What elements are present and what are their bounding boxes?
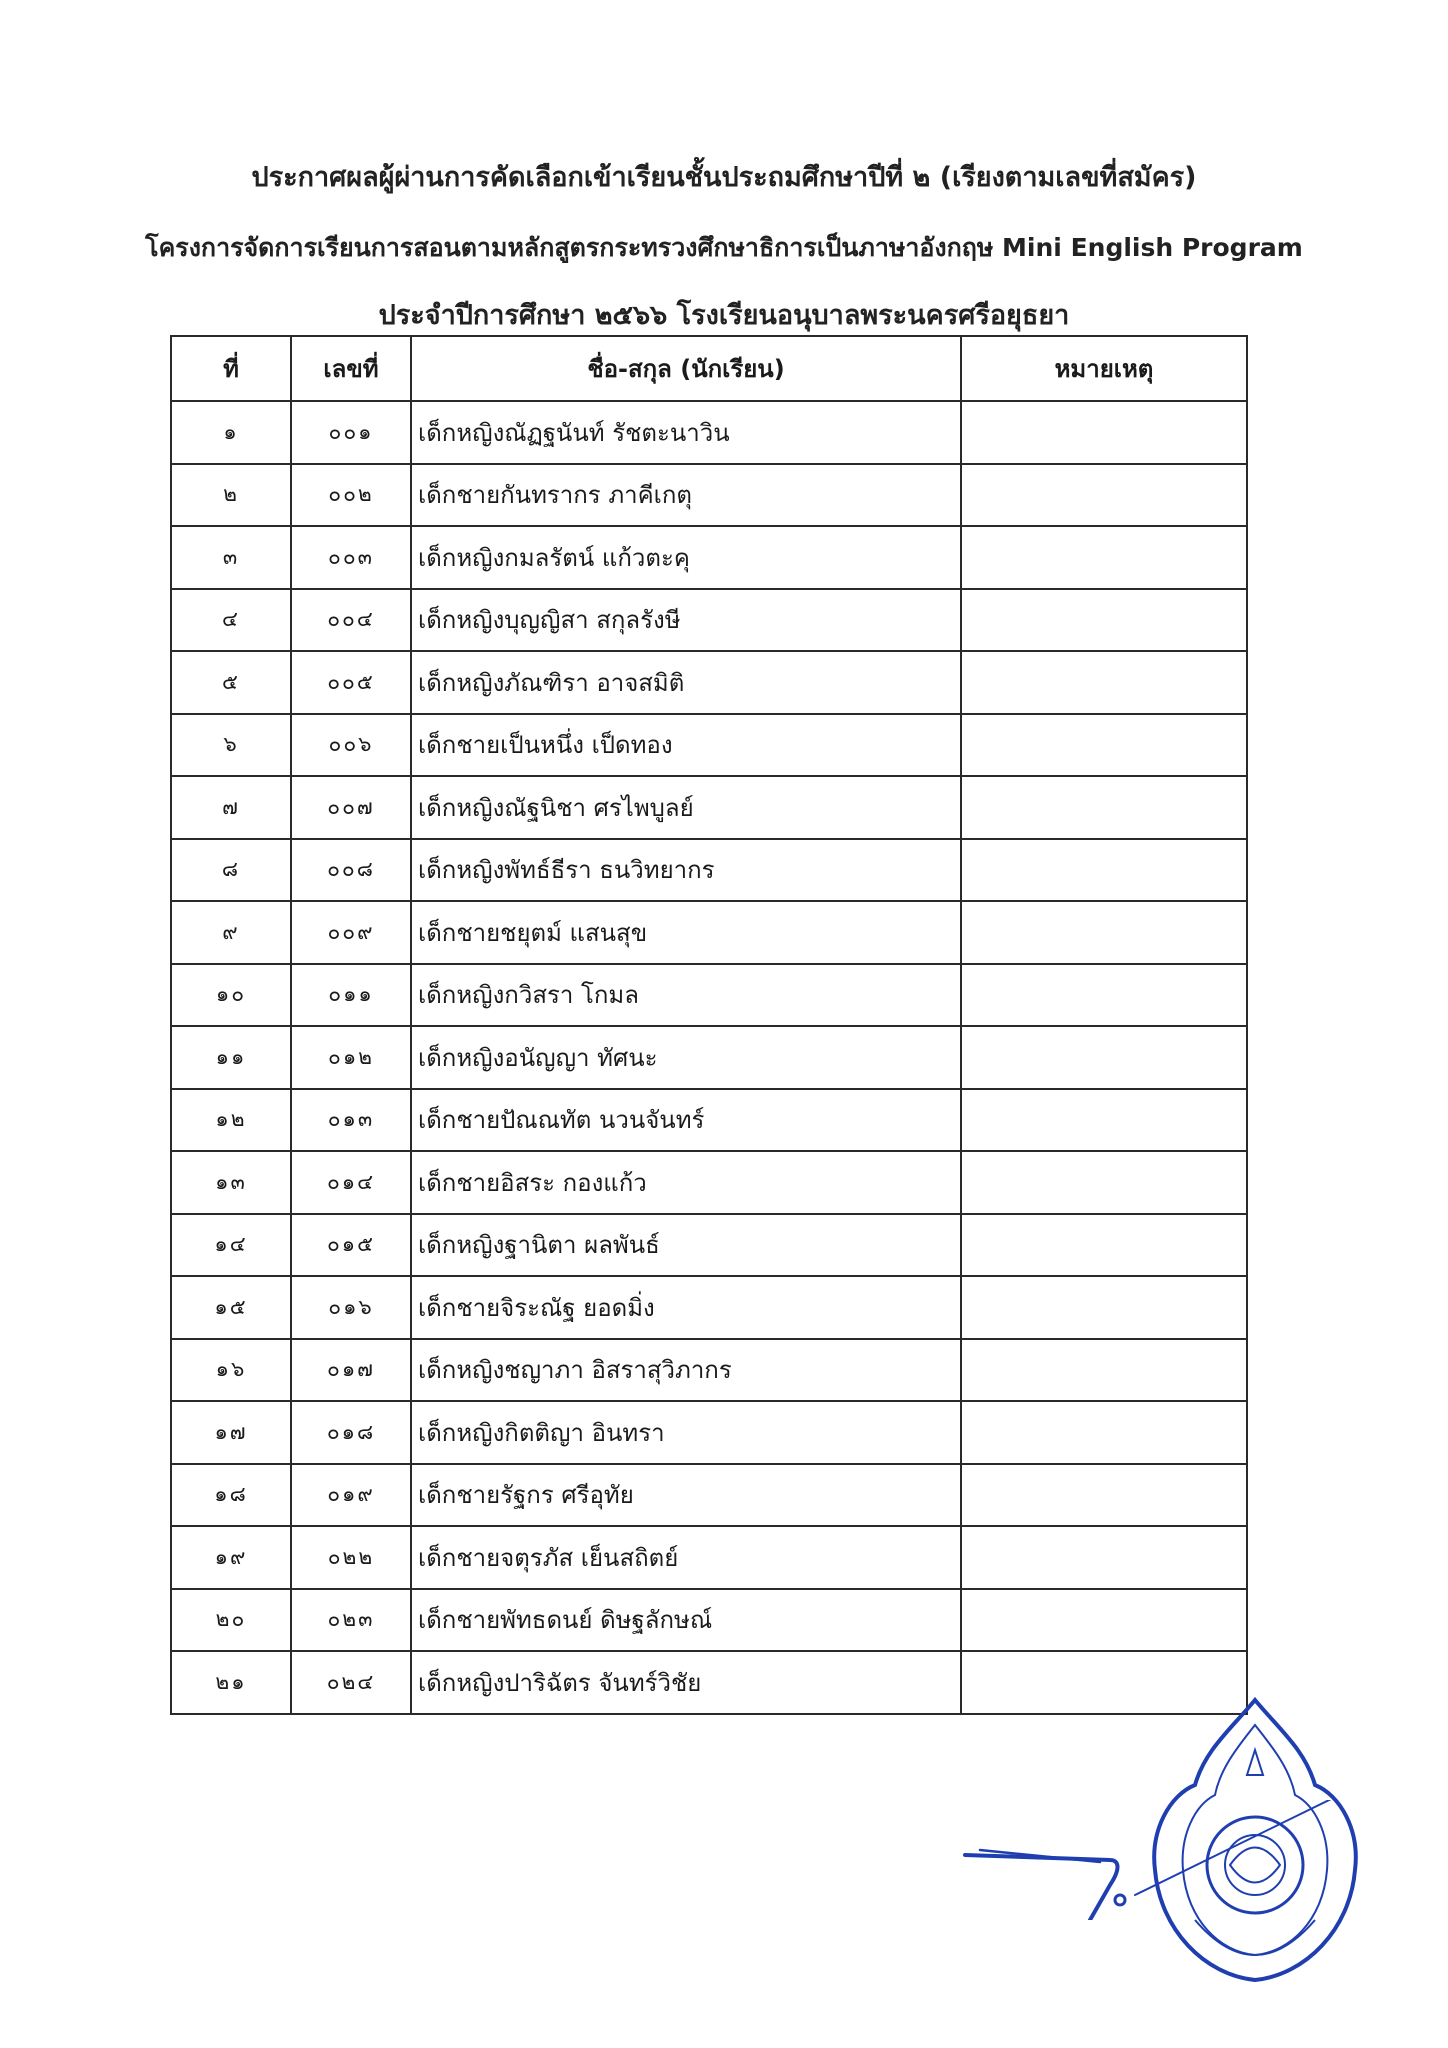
table-row	[171, 901, 1247, 964]
table-row	[171, 1464, 1247, 1527]
row-remarks	[961, 1151, 1247, 1214]
row-application-id: ๐๐๔	[291, 589, 411, 652]
table-row	[171, 401, 1247, 464]
row-number: ๕	[171, 651, 291, 714]
row-number: ๑๘	[171, 1464, 291, 1527]
row-student-name: เด็กหญิงณัฐนิชา ศรไพบูลย์	[411, 776, 961, 839]
row-student-name: เด็กชายอิสระ กองแก้ว	[411, 1151, 961, 1214]
row-number: ๒๐	[171, 1589, 291, 1652]
program-title: โครงการจัดการเรียนการสอนตามหลักสูตรกระทรวงศึกษาธิการเป็นภาษาอังกฤษ Mini English Program	[145, 233, 1303, 262]
row-student-name: เด็กชายกันทรากร ภาคีเกตุ	[411, 464, 961, 527]
row-application-id: ๐๑๔	[291, 1151, 411, 1214]
row-application-id: ๐๑๖	[291, 1276, 411, 1339]
row-application-id: ๐๑๘	[291, 1401, 411, 1464]
row-application-id: ๐๑๗	[291, 1339, 411, 1402]
table-row	[171, 776, 1247, 839]
row-number: ๑๑	[171, 1026, 291, 1089]
row-remarks	[961, 1401, 1247, 1464]
row-student-name: เด็กหญิงชญาภา อิสราสุวิภากร	[411, 1339, 961, 1402]
row-remarks	[961, 901, 1247, 964]
row-remarks	[961, 839, 1247, 902]
row-application-id: ๐๑๑	[291, 964, 411, 1027]
row-remarks	[961, 464, 1247, 527]
table-row	[171, 839, 1247, 902]
row-student-name: เด็กหญิงภัณฑิรา อาจสมิติ	[411, 651, 961, 714]
row-remarks	[961, 526, 1247, 589]
row-application-id: ๐๒๔	[291, 1651, 411, 1714]
row-number: ๑๔	[171, 1214, 291, 1277]
row-remarks	[961, 401, 1247, 464]
row-number: ๗	[171, 776, 291, 839]
row-number: ๖	[171, 714, 291, 777]
row-remarks	[961, 1339, 1247, 1402]
row-student-name: เด็กชายจตุรภัส เย็นสถิตย์	[411, 1526, 961, 1589]
row-student-name: เด็กชายชยุตม์ แสนสุข	[411, 901, 961, 964]
row-application-id: ๐๐๖	[291, 714, 411, 777]
results-table	[170, 335, 1248, 1715]
table-row	[171, 964, 1247, 1027]
row-student-name: เด็กชายรัฐกร ศรีอุทัย	[411, 1464, 961, 1527]
row-application-id: ๐๑๓	[291, 1089, 411, 1152]
row-application-id: ๐๑๕	[291, 1214, 411, 1277]
row-remarks	[961, 1464, 1247, 1527]
row-number: ๘	[171, 839, 291, 902]
row-application-id: ๐๐๑	[291, 401, 411, 464]
row-number: ๒	[171, 464, 291, 527]
table-header-row	[171, 336, 1247, 401]
announcement-title: ประกาศผลผู้ผ่านการคัดเลือกเข้าเรียนชั้นประถมศึกษาปีที่ ๒ (เรียงตามเลขที่สมัคร)	[251, 162, 1197, 193]
table-row	[171, 1339, 1247, 1402]
table-row	[171, 1026, 1247, 1089]
row-student-name: เด็กชายปัณณทัต นวนจันทร์	[411, 1089, 961, 1152]
row-student-name: เด็กหญิงฐานิตา ผลพันธ์	[411, 1214, 961, 1277]
table-row	[171, 651, 1247, 714]
table-row	[171, 1651, 1247, 1714]
row-number: ๑๐	[171, 964, 291, 1027]
table-row	[171, 1214, 1247, 1277]
row-number: ๑๒	[171, 1089, 291, 1152]
row-remarks	[961, 1214, 1247, 1277]
row-student-name: เด็กชายจิระณัฐ ยอดมิ่ง	[411, 1276, 961, 1339]
row-application-id: ๐๐๗	[291, 776, 411, 839]
row-remarks	[961, 714, 1247, 777]
row-number: ๓	[171, 526, 291, 589]
row-remarks	[961, 589, 1247, 652]
row-remarks	[961, 776, 1247, 839]
row-number: ๑๕	[171, 1276, 291, 1339]
row-number: ๙	[171, 901, 291, 964]
row-number: ๒๑	[171, 1651, 291, 1714]
row-number: ๑๖	[171, 1339, 291, 1402]
table-row	[171, 1151, 1247, 1214]
row-student-name: เด็กหญิงกมลรัตน์ แก้วตะคุ	[411, 526, 961, 589]
row-student-name: เด็กหญิงพัทธ์ธีรา ธนวิทยากร	[411, 839, 961, 902]
row-number: ๑๗	[171, 1401, 291, 1464]
row-remarks	[961, 1089, 1247, 1152]
school-year-title: ประจำปีการศึกษา ๒๕๖๖ โรงเรียนอนุบาลพระนครศรีอยุธยา	[378, 300, 1070, 331]
header-student-name: ชื่อ-สกุล (นักเรียน)	[411, 336, 961, 401]
row-student-name: เด็กหญิงบุญญิสา สกุลรังษี	[411, 589, 961, 652]
row-student-name: เด็กหญิงณัฏฐนันท์ รัชตะนาวิน	[411, 401, 961, 464]
row-student-name: เด็กหญิงปาริฉัตร จันทร์วิชัย	[411, 1651, 961, 1714]
row-remarks	[961, 1026, 1247, 1089]
row-application-id: ๐๑๒	[291, 1026, 411, 1089]
table-row	[171, 714, 1247, 777]
table-row	[171, 589, 1247, 652]
row-application-id: ๐๐๙	[291, 901, 411, 964]
row-student-name: เด็กหญิงกวิสรา โกมล	[411, 964, 961, 1027]
row-application-id: ๐๐๕	[291, 651, 411, 714]
row-student-name: เด็กหญิงกิตติญา อินทรา	[411, 1401, 961, 1464]
row-number: ๑	[171, 401, 291, 464]
row-remarks	[961, 1589, 1247, 1652]
row-application-id: ๐๐๒	[291, 464, 411, 527]
table-row	[171, 1401, 1247, 1464]
row-application-id: ๐๐๓	[291, 526, 411, 589]
row-number: ๔	[171, 589, 291, 652]
row-student-name: เด็กชายพัทธดนย์ ดิษฐลักษณ์	[411, 1589, 961, 1652]
row-number: ๑๓	[171, 1151, 291, 1214]
header-number: ที่	[171, 336, 291, 401]
row-remarks	[961, 964, 1247, 1027]
row-application-id: ๐๑๙	[291, 1464, 411, 1527]
row-student-name: เด็กหญิงอนัญญา ทัศนะ	[411, 1026, 961, 1089]
signature-mark	[960, 1800, 1380, 1920]
row-student-name: เด็กชายเป็นหนึ่ง เป็ดทอง	[411, 714, 961, 777]
row-remarks	[961, 651, 1247, 714]
table-row	[171, 1089, 1247, 1152]
table-row	[171, 1589, 1247, 1652]
row-remarks	[961, 1276, 1247, 1339]
table-row	[171, 464, 1247, 527]
header-application-id: เลขที่	[291, 336, 411, 401]
table-row	[171, 526, 1247, 589]
table-row	[171, 1276, 1247, 1339]
row-application-id: ๐๒๒	[291, 1526, 411, 1589]
row-application-id: ๐๒๓	[291, 1589, 411, 1652]
table-row	[171, 1526, 1247, 1589]
row-remarks	[961, 1526, 1247, 1589]
header-remarks: หมายเหตุ	[961, 336, 1247, 401]
row-application-id: ๐๐๘	[291, 839, 411, 902]
row-number: ๑๙	[171, 1526, 291, 1589]
